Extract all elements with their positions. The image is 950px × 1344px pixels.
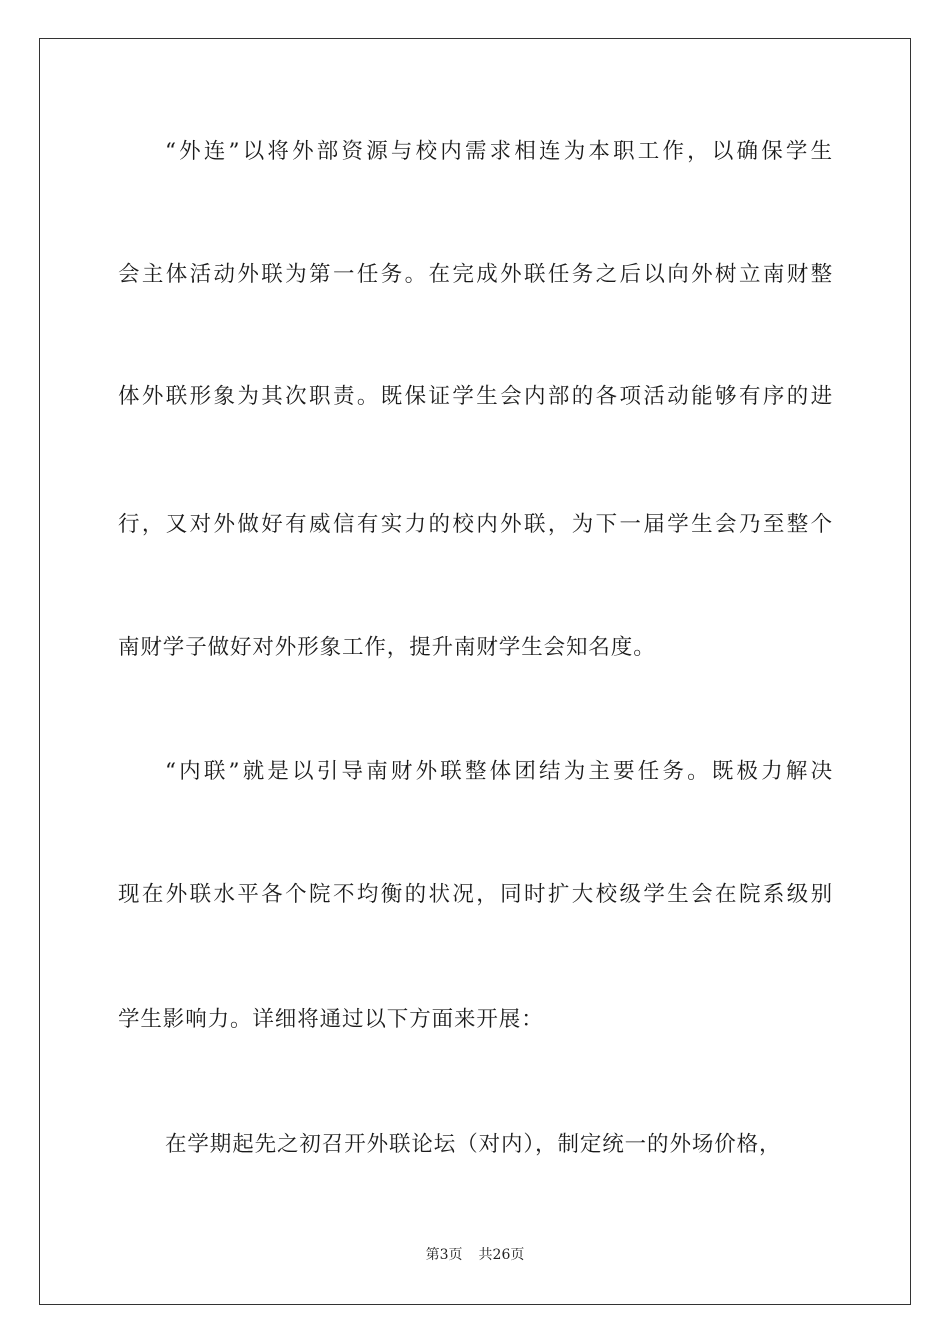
page-number: 第3页 xyxy=(425,1247,463,1263)
paragraph-line: “外连”以将外部资源与校内需求相连为本职工作，以确保学生 xyxy=(165,139,833,164)
paragraph-line: 在学期起先之初召开外联论坛（对内），制定统一的外场价格， xyxy=(165,1132,782,1157)
paragraph-line: 学生影响力。详细将通过以下方面来开展： xyxy=(118,1007,544,1032)
paragraph-line: 会主体活动外联为第一任务。在完成外联任务之后以向外树立南财整 xyxy=(118,262,833,287)
paragraph-line: 体外联形象为其次职责。既保证学生会内部的各项活动能够有序的进 xyxy=(118,384,833,409)
paragraph-line: “内联”就是以引导南财外联整体团结为主要任务。既极力解决 xyxy=(165,759,833,784)
paragraph-line: 南财学子做好对外形象工作，提升南财学生会知名度。 xyxy=(118,635,656,660)
paragraph-line: 行，又对外做好有威信有实力的校内外联，为下一届学生会乃至整个 xyxy=(118,512,833,537)
paragraph-line: 现在外联水平各个院不均衡的状况，同时扩大校级学生会在院系级别 xyxy=(118,882,833,907)
page-footer xyxy=(0,1246,950,1264)
page-total: 共26页 xyxy=(478,1247,525,1263)
page-border xyxy=(39,38,911,1305)
